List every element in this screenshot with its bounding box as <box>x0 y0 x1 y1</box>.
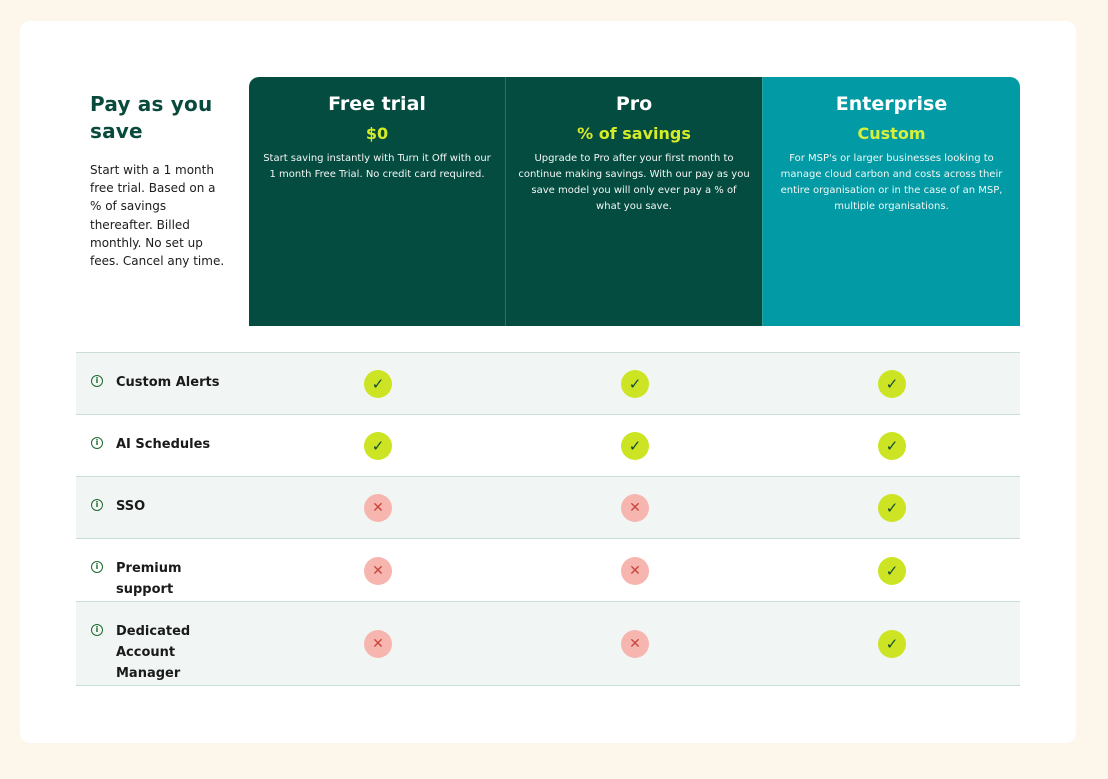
pricing-card <box>20 21 1076 743</box>
info-icon[interactable]: i <box>91 624 103 636</box>
plan-price: $0 <box>365 124 389 143</box>
plan-pro <box>506 77 763 326</box>
cross-icon: ✕ <box>621 494 649 522</box>
info-icon[interactable]: i <box>91 499 103 511</box>
plan-description: Upgrade to Pro after your first month to continue making savings. With our pay as you save model you will only ever pay a % of what you save. <box>518 153 750 212</box>
check-icon: ✓ <box>364 370 392 398</box>
check-icon: ✓ <box>621 370 649 398</box>
check-icon: ✓ <box>364 432 392 460</box>
feature-name: SSO <box>116 499 146 514</box>
plan-free-trial <box>249 77 506 326</box>
check-icon: ✓ <box>878 494 906 522</box>
check-icon: ✓ <box>621 432 649 460</box>
check-icon: ✓ <box>878 630 906 658</box>
feature-name: Dedicated Account Manager <box>116 624 191 681</box>
plan-name: Enterprise <box>835 93 948 115</box>
feature-name: Premium support <box>116 561 182 597</box>
plan-description: Start saving instantly with Turn it Off with our 1 month Free Trial. No credit card required. <box>263 153 491 180</box>
cross-icon: ✕ <box>364 557 392 585</box>
info-icon[interactable]: i <box>91 561 103 573</box>
table-row <box>76 415 1020 477</box>
check-icon: ✓ <box>878 370 906 398</box>
plan-price: Custom <box>857 124 926 143</box>
plan-description: For MSP's or larger businesses looking to manage cloud carbon and costs across their entire organisation or in the case of an MSP, multiple organisations. <box>780 153 1003 212</box>
cross-icon: ✕ <box>621 630 649 658</box>
check-icon: ✓ <box>878 557 906 585</box>
plan-enterprise <box>763 77 1020 326</box>
cross-icon: ✕ <box>364 494 392 522</box>
table-row <box>76 539 1020 602</box>
feature-name: Custom Alerts <box>116 375 220 390</box>
cross-icon: ✕ <box>364 630 392 658</box>
plans-header <box>249 77 1020 326</box>
page-title: Pay as you save <box>90 92 213 143</box>
cross-icon: ✕ <box>621 557 649 585</box>
plan-name: Pro <box>615 93 653 115</box>
check-icon: ✓ <box>878 432 906 460</box>
intro-description: Start with a 1 month free trial. Based on a % of savings thereafter. Billed monthly. No set up fees. Cancel any time. <box>90 163 225 269</box>
table-row <box>76 602 1020 686</box>
table-row <box>76 353 1020 415</box>
info-icon[interactable]: i <box>91 375 103 387</box>
feature-name: AI Schedules <box>116 437 211 452</box>
plan-price: % of savings <box>577 124 691 143</box>
table-row <box>76 477 1020 539</box>
plan-name: Free trial <box>328 93 426 115</box>
feature-comparison-table <box>76 352 1020 686</box>
intro-section <box>90 91 230 270</box>
info-icon[interactable]: i <box>91 437 103 449</box>
